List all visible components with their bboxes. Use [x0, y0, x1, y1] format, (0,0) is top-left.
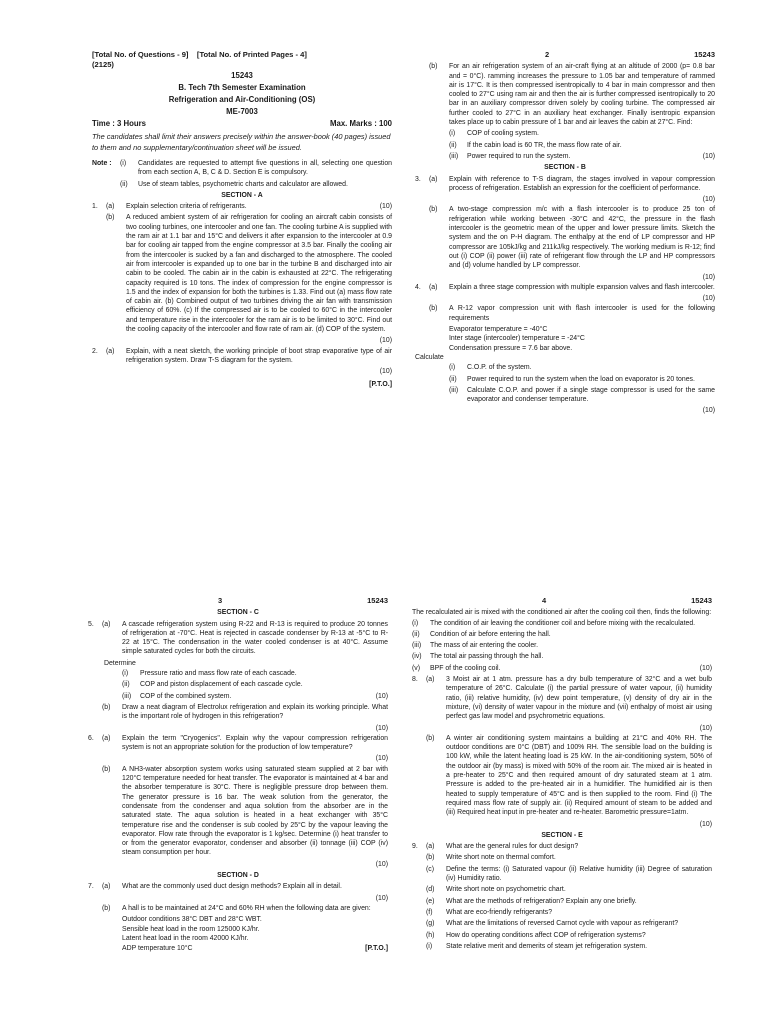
sub-text: The condition of air leaving the conditioner coil and before mixing with the recalculated. — [430, 619, 696, 627]
question-9h — [412, 931, 712, 940]
question-9i — [412, 942, 712, 951]
question-9b — [412, 853, 712, 862]
question-text: A hall is to be maintained at 24°C and 60% RH when the following data are given: — [122, 904, 371, 912]
sub-number: (ii) — [449, 141, 457, 149]
question-9g — [412, 919, 712, 928]
question-text: 3 Moist air at 1 atm. pressure has a dry bulb temperature of 32°C and a wet bulb temperature of 26°C. Calculate (i) the partial pressure of water vapour, (ii) humidity ratio, (iii) relative humidity, (iv) dew point temperature, (v) density of dry air in the mixture, (vi) density of water vapour in the mixture and (vii) enthalpy of moist air using perfect gas law model and psychrometric equations. — [446, 676, 712, 721]
marks: (10) — [379, 337, 392, 345]
total-questions: [Total No. of Questions - 9] — [92, 50, 189, 59]
sub-number: (ii) — [449, 375, 457, 383]
question-8b — [412, 734, 712, 818]
sub-text: The total air passing through the hall. — [430, 653, 544, 661]
question-text: The recalculated air is mixed with the conditioned air after the cooling coil then, finds the following: — [412, 609, 712, 617]
note — [92, 159, 392, 178]
sub-item — [88, 680, 388, 689]
note-i-text: Candidates are requested to attempt five questions in all, selecting one question from each section A, B, C & D. Section E is compulsory. — [138, 160, 392, 177]
question-text: Explain, with a neat sketch, the working principle of boot strap evaporative type of air refrigeration system. Draw T-S diagram for the system. — [126, 347, 392, 364]
question-text: For an air refrigeration system of an air-craft flying at an altitude of 2000 (p= 0.8 bar and = 0°C). ramming increases the pressure to 1.05 bar and temperature of rammed air is 17°C. It is then compressed isentropically to 4 bar in main compressor and then cooled to 27°C using ram air and then the air is further compressed isentropically to 20 bar in an auxiliary compressor driven solely by cooling turbine. The compressed air further cooled to 27°C in an auxiliary heat exchanger. Finally isentropic expansion takes place up to cabin pressure of 1 bar and air leaves the cabin at 27°C. Find: — [449, 63, 715, 127]
sub-number: (i) — [412, 619, 419, 627]
question-1a — [92, 202, 392, 211]
question-text: A cascade refrigeration system using R-22 and R-13 is required to produce 20 tonnes of refrigeration at -70°C. Heat is rejected in cascade condenser by R-13 at -5°C to R-22 at 15°C. The condensation in the water cooled condenser is at 40°C. Assume simple saturated cycles for both the circuits. — [122, 620, 388, 656]
instructions: The candidates shall limit their answers precisely within the answer-book (40 pages) issued to them and no supplementary/continuation sheet will be issued. — [92, 132, 391, 152]
question-text: Explain selection criteria of refrigerants. — [126, 203, 247, 211]
data-line: Sensible heat load in the room 125000 KJ/hr. — [122, 925, 260, 933]
question-number: 1. — [92, 203, 98, 211]
sub-item — [415, 141, 715, 150]
part-label: (g) — [426, 920, 435, 928]
part-label: (a) — [429, 283, 438, 291]
part-label: (f) — [426, 908, 433, 916]
question-6b — [88, 765, 388, 858]
part-label: (b) — [426, 854, 435, 862]
marks: (10) — [702, 407, 715, 415]
time-marks-row — [92, 118, 392, 130]
question-text: A two-stage compression m/c with a flash intercooler is to produce 25 ton of refrigeration while working between -30°C and 42°C, the pressure in the flash intercooler is the geometric mean of the upper and lower pressure limits. Sketch the system and the on P-H diagram. The enthalpy at the end of LP compressor and HP compressor are 105kJ/kg and 211kJ/kg respectively. The working medium is R-12; find out (i) COP (ii) power (iii) rate of refrigerant flow through the LP and HP compressors and (d) volume handled by LP compressor. — [449, 206, 715, 270]
part-label: (h) — [426, 931, 435, 939]
page-4 — [412, 596, 712, 953]
section-e-heading: SECTION - E — [541, 831, 583, 839]
part-label: (a) — [102, 620, 111, 628]
question-number: 4. — [415, 283, 421, 291]
page-3 — [88, 596, 388, 955]
question-7b — [88, 904, 388, 913]
part-label: (b) — [102, 765, 111, 773]
marks: (10) — [699, 820, 712, 828]
sub-item — [415, 129, 715, 138]
sub-item — [412, 641, 712, 650]
pto-label: [P.T.O.] — [365, 945, 388, 953]
note-label: Note : — [92, 160, 112, 167]
total-pages: [Total No. of Printed Pages - 4] — [196, 50, 307, 59]
question-text: Write short note on psychometric chart. — [446, 886, 566, 894]
sub-item — [412, 630, 712, 639]
part-label: (a) — [106, 347, 115, 355]
note-ii-text: Use of steam tables, psychometric charts and calculator are allowed. — [138, 180, 348, 188]
part-label: (a) — [426, 843, 435, 851]
question-8a — [412, 675, 712, 721]
part-label: (b) — [102, 904, 111, 912]
part-label: (a) — [102, 734, 111, 742]
requirement-line: Condensation pressure = 7.6 bar above. — [449, 344, 573, 352]
marks: (10) — [375, 692, 388, 700]
note-i-number: (i) — [120, 160, 127, 167]
question-9c — [412, 865, 712, 884]
section-d-heading: SECTION - D — [217, 872, 259, 880]
subject-title: Refrigeration and Air-Conditioning (OS) — [168, 95, 316, 104]
part-label: (a) — [429, 175, 438, 183]
paper-serial: (2125) — [92, 60, 114, 69]
marks: (10) — [375, 860, 388, 868]
sub-number: (iii) — [122, 692, 132, 700]
sub-item — [412, 619, 712, 628]
sub-text: If the cabin load is 60 TR, the mass flow rate of air. — [467, 141, 622, 149]
sub-number: (i) — [449, 130, 456, 138]
page-2 — [415, 50, 715, 416]
question-4a — [415, 283, 715, 292]
question-1b — [92, 213, 392, 334]
paper-code: 15243 — [694, 50, 715, 59]
question-9f — [412, 908, 712, 917]
data-line: Latent heat load in the room 42000 KJ/hr. — [122, 934, 249, 942]
data-line-last — [88, 944, 388, 953]
question-number: 9. — [412, 843, 418, 851]
question-9e — [412, 897, 712, 906]
sub-item — [415, 152, 715, 161]
question-2a — [92, 347, 392, 366]
section-c-heading: SECTION - C — [217, 609, 259, 617]
page-number: 3 — [218, 596, 223, 605]
sub-text: The mass of air entering the cooler. — [430, 642, 539, 650]
question-text: What are the general rules for duct design? — [446, 843, 579, 851]
page-header — [88, 596, 388, 605]
part-label: (a) — [106, 203, 115, 211]
question-3a — [415, 175, 715, 194]
question-number: 6. — [88, 734, 94, 742]
question-text: What are eco-friendly refrigerants? — [446, 908, 553, 916]
part-label: (c) — [426, 865, 435, 873]
sub-text: Calculate C.O.P. and power if a single stage compressor is used for the same evaporator and condenser temperature. — [467, 386, 715, 404]
paper-header — [92, 50, 392, 70]
note-ii — [92, 180, 392, 189]
sub-text: COP of the combined system. — [140, 692, 232, 700]
question-text: Explain a three stage compression with multiple expansion valves and flash intercooler. — [449, 283, 715, 291]
marks: (10) — [702, 196, 715, 204]
sub-item — [415, 363, 715, 372]
question-text: A R-12 vapor compression unit with flash intercooler is used for the following requirements — [449, 305, 715, 322]
part-label: (e) — [426, 897, 435, 905]
sub-number: (iv) — [412, 653, 422, 661]
question-text: A NH3-water absorption system works using saturated steam supplied at 2 bar with 120°C temperature needed for heat transfer. The evaporator is maintained at 4 bar and the absorber temperature is 30°C. There is negligible pressure drop between them. The generator pressure is 16 bar. The weak solution from the generator, the condensate from the condenser and aqua solution from the absorber are in the saturated state. The aqua solution is heated in a heat exchanger with 35°C temperature rise and the condenser is sub cooled by 25°C by the vapour leaving the evaporator. Flow rate through the evaporator is 1 kg/sec. Determine (i) heat transfer to or from the generator evaporator, condenser and absorber (ii) tonnage (iii) COP (iv) steam consumption per hour. — [122, 765, 388, 857]
sub-text: BPF of the cooling coil. — [430, 664, 501, 672]
part-label: (b) — [429, 206, 438, 214]
question-text: A winter air conditioning system maintains a building at 21°C and 40% RH. The outdoor conditions are 0°C (DBT) and 100% RH. The sensible load on the building is 100 kW, while the latent heating load is 25 kW. In the air-conditioning system, 50% of the outdoor air (by mass) is mixed with 50% of the room air. The mixed air is heated in a pre-heater to 25°C and then required amount of dry saturated steam at 1 atm. Pressure is added to the pre-heated air in a humidifier. The humidified air is then heated to supply temperature of 45°C and is then supplied to the room. Find (i) The required mass flow rate of supply air. (ii) Required amount of steam to be added and (iii) Required heat input in pre-heater and re-heater. Barometric pressure=1atm. — [446, 734, 712, 817]
marks: (10) — [375, 724, 388, 732]
data-line: Outdoor conditions 38°C DBT and 28°C WBT. — [122, 916, 262, 924]
part-label: (a) — [426, 676, 435, 684]
page-header — [412, 596, 712, 605]
part-label: (b) — [429, 63, 438, 71]
question-number: 7. — [88, 883, 94, 891]
question-text: Write short note on thermal comfort. — [446, 854, 556, 862]
question-text: State relative merit and demerits of steam jet refrigeration system. — [446, 942, 648, 950]
page-number: 4 — [542, 596, 547, 605]
marks: (10) — [375, 894, 388, 902]
question-9-head — [412, 842, 712, 851]
question-4b — [415, 304, 715, 323]
marks: (10) — [702, 295, 715, 303]
calculate-label: Calculate — [415, 353, 444, 361]
requirement-line: Evaporator temperature = -40°C — [449, 326, 548, 334]
question-7a — [88, 882, 388, 891]
section-a-heading: SECTION - A — [221, 191, 263, 199]
question-number: 3. — [415, 175, 421, 183]
sub-item — [415, 375, 715, 384]
part-label: (b) — [426, 734, 435, 742]
part-label: (i) — [426, 942, 433, 950]
question-9d — [412, 885, 712, 894]
page-number: 2 — [545, 50, 550, 59]
question-text: What are the methods of refrigeration? Explain any one briefly. — [446, 897, 637, 905]
section-b-heading: SECTION - B — [544, 164, 586, 172]
question-5b — [88, 703, 388, 722]
sub-item — [412, 652, 712, 661]
question-2b — [415, 62, 715, 127]
sub-text: Power required to run the system when the load on evaporator is 20 tones. — [467, 375, 695, 383]
sub-number: (ii) — [122, 681, 130, 689]
sub-number: (iii) — [449, 152, 459, 160]
part-label: (b) — [102, 703, 111, 711]
paper-code: 15243 — [231, 71, 253, 80]
part-label: (b) — [429, 305, 438, 313]
sub-number: (ii) — [412, 630, 420, 638]
marks: (10) — [702, 273, 715, 281]
question-3b — [415, 205, 715, 270]
pto-label: [P.T.O.] — [369, 380, 392, 388]
part-label: (b) — [106, 214, 115, 222]
sub-text: Condition of air before entering the hall. — [430, 630, 551, 638]
marks: (10) — [375, 755, 388, 763]
question-number: 5. — [88, 620, 94, 628]
sub-text: Pressure ratio and mass flow rate of each cascade. — [140, 670, 297, 678]
course-code: ME-7003 — [226, 107, 258, 116]
sub-item — [415, 386, 715, 405]
question-number: 8. — [412, 676, 418, 684]
page-header — [415, 50, 715, 59]
exam-title: B. Tech 7th Semester Examination — [178, 83, 306, 92]
question-6a — [88, 734, 388, 753]
sub-number: (i) — [122, 670, 129, 678]
marks: (10) — [702, 152, 715, 160]
max-marks: Max. Marks : 100 — [330, 119, 392, 128]
sub-item — [412, 664, 712, 673]
sub-number: (iii) — [449, 386, 459, 394]
sub-text: Power required to run the system. — [467, 152, 571, 160]
question-5a — [88, 620, 388, 657]
time-allowed: Time : 3 Hours — [92, 119, 147, 128]
sub-number: (iii) — [412, 642, 422, 650]
marks: (10) — [379, 203, 392, 211]
marks: (10) — [379, 368, 392, 376]
sub-item — [88, 692, 388, 701]
question-text: Draw a neat diagram of Electrolux refrigeration and explain its working principle. What is the important role of hydrogen in this refrigeration? — [122, 703, 388, 721]
part-label: (d) — [426, 886, 435, 894]
question-number: 2. — [92, 347, 98, 355]
determine-label: Determine — [104, 659, 136, 667]
question-text: How do operating conditions affect COP of refrigeration systems? — [446, 931, 646, 939]
marks: (10) — [699, 724, 712, 732]
sub-item — [88, 669, 388, 678]
sub-number: (v) — [412, 664, 421, 672]
paper-code: 15243 — [691, 596, 712, 605]
sub-number: (i) — [449, 364, 456, 372]
data-line: ADP temperature 10°C — [122, 945, 193, 953]
marks: (10) — [699, 664, 712, 672]
note-ii-number: (ii) — [120, 180, 128, 188]
part-label: (a) — [102, 883, 111, 891]
question-text: What are the commonly used duct design methods? Explain all in detail. — [122, 883, 342, 891]
question-text: Explain the term "Cryogenics". Explain why the vapour compression refrigeration system is not an appropriate solution for the production of low temperature? — [122, 734, 388, 752]
page-1 — [92, 50, 392, 389]
question-text: Explain with reference to T-S diagram, the stages involved in vapour compression process of refrigeration. Establish an expression for the coefficient of performance. — [449, 175, 715, 192]
question-text: Define the terms: (i) Saturated vapour (ii) Relative humidity (iii) Degree of saturation (iv) Humidity ratio. — [446, 865, 712, 883]
sub-text: COP and piston displacement of each cascade cycle. — [140, 681, 303, 689]
sub-text: C.O.P. of the system. — [467, 364, 532, 372]
requirement-line: Inter stage (intercooler) temperature = -24°C — [449, 335, 585, 343]
question-text: What are the limitations of reversed Carnot cycle with vapour as refrigerant? — [446, 920, 679, 928]
sub-text: COP of cooling system. — [467, 130, 539, 138]
question-text: A reduced ambient system of air refrigeration for cooling an aircraft cabin consists of two cooling turbines, one intercooler and one fan. The cooling turbine A is supplied with the ram air at 1.1 bar and 15°C and delivers it after expansion to the intercooler at 0.9 bar for cooling air tapped from the engine compressor at 3.5 bar. Finally the cooling air from the intercooler is sucked by a fan and discharged to the atmosphere. The cooled air from intercooler is expanded up to one bar in the turbine B and discharged into air cabin to be cooled. The cabin air in the cabin is exhausted at 22°C. The refrigerating capacity required is 10 tons. The index of compression for the engine compressor is 1.5 and the index of expansion for both the turbines is 1.33. Find out (a) mass flow rate of cabin air. (b) Combined output of two turbines driving the air fan with transmission efficiency of 60%. (c) If the compressed air is to be cooled to 60°C in the intercooler and temperature rise in the intercooler for the ram air is to be limited to 30°C. Find out the cooling capacity of the intercooler and flow rate of ram air. (d) COP of the system. — [126, 214, 392, 334]
paper-code: 15243 — [367, 596, 388, 605]
